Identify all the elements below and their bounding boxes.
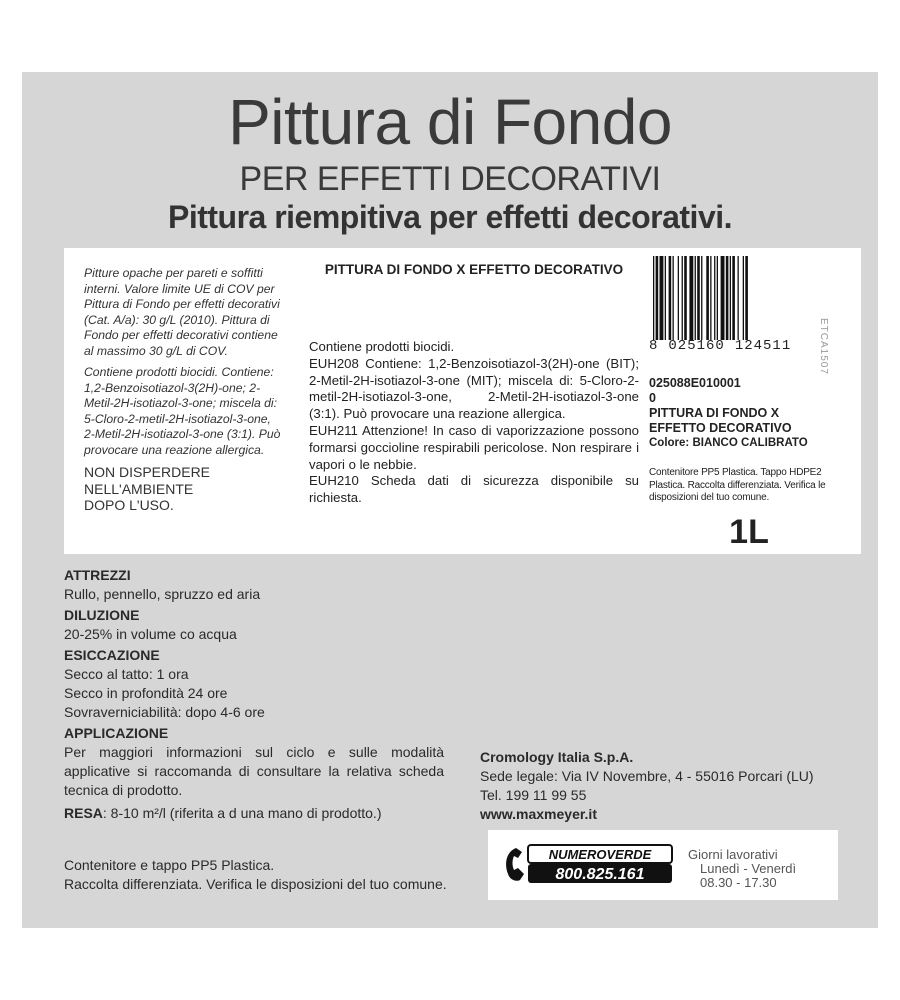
numero-verde-badge (502, 844, 674, 884)
voc-text: Pitture opache per pareti e soffitti interni. Valore limite UE di COV per Pittura di Fondo per effetti decorativi (Cat. A/a): 30 g/L (2010). Pittura di Fondo per effetti decorativi contiene al massimo 30 g/L di COV. (84, 266, 280, 358)
company-website: www.maxmeyer.it (480, 806, 597, 822)
technical-specs (64, 564, 444, 823)
product-code-suffix: 0 (649, 391, 656, 405)
spec-value: 20-25% in volume co acqua (64, 626, 237, 642)
toll-free-box (488, 830, 838, 900)
product-name: PITTURA DI FONDO X (649, 406, 780, 420)
company-name: Cromology Italia S.p.A. (480, 749, 634, 765)
hazard-statements (309, 339, 639, 507)
spec-value: Per maggiori informazioni sul ciclo e sulle modalità applicative si raccomanda di consultare la relativa scheda tecnica di prodotto. (64, 744, 444, 798)
spec-heading: ESICCAZIONE (64, 647, 160, 663)
product-name: EFFETTO DECORATIVO (649, 421, 792, 435)
hazard-line: EUH208 Contiene: 1,2-Benzoisotiazol-3(2H)-one (BIT); 2-Metil-2H-isotiazol-3-one (MIT); miscela di: 5-Cloro-2-metil-2H-isotiazol-3-one, 2-Metil-2H-isotiazol-3-one (3:1). Può provocare una reazione allergica. (309, 355, 639, 422)
biocide-text: Contiene prodotti biocidi. Contiene: 1,2-Benzoisotiazol-3(2H)-one; 2-Metil-2H-isotiazol-3-one; miscela di: 5-Cloro-2-metil-2H-isotiazol-3-one, 2-Metil-2H-isotiazol-3-one (3:1). Può provocare una reazione allergica. (84, 365, 281, 457)
spec-value: Secco al tatto: 1 ora (64, 666, 189, 682)
spec-heading: DILUZIONE (64, 607, 140, 623)
side-code: ETCA1507 (818, 318, 829, 375)
product-tagline: Pittura riempitiva per effetti decorativi. (167, 199, 733, 235)
barcode-number: 8 025160 124511 (649, 338, 792, 354)
voc-info-column (84, 266, 284, 514)
hazard-line: EUH211 Attenzione! In caso di vaporizzazione possono formarsi goccioline respirabili pericolose. Non respirare i vapori o le nebbie. (309, 422, 639, 472)
packaging-note: Contenitore PP5 Plastica. Tappo HDPE2 Plastica. Raccolta differenziata. Verifica le disposizioni del tuo comune. (649, 467, 826, 503)
volume: 1L (729, 512, 769, 551)
barcode-icon (649, 256, 821, 340)
company-phone: Tel. 199 11 99 55 (480, 787, 587, 803)
product-subtitle: PER EFFETTI DECORATIVI (239, 160, 661, 198)
spec-value: Sovraverniciabilità: dopo 4-6 ore (64, 704, 265, 720)
product-info (649, 376, 849, 451)
product-label (22, 72, 878, 928)
numero-verde-label: NUMEROVERDE (548, 847, 652, 862)
spec-heading: ATTREZZI (64, 567, 131, 583)
hazard-column (309, 262, 639, 507)
product-code: 025088E010001 (649, 376, 741, 390)
product-color: Colore: BIANCO CALIBRATO (649, 437, 808, 449)
toll-free-hours: Giorni lavorativi Lunedì - Venerdì 08.30 - 17.30 (688, 847, 797, 890)
spec-value: Secco in profondità 24 ore (64, 685, 228, 701)
company-info (480, 748, 814, 824)
hazard-line: EUH210 Scheda dati di sicurezza disponibile su richiesta. (309, 473, 639, 506)
hazard-title: PITTURA DI FONDO X EFFETTO DECORATIVO (324, 262, 624, 277)
hazard-line: Contiene prodotti biocidi. (309, 339, 455, 354)
info-panel (64, 248, 861, 554)
product-title: Pittura di Fondo (228, 86, 672, 158)
recycling-note: Contenitore e tappo PP5 Plastica. Raccolta differenziata. Verifica le disposizioni del tuo comune. (64, 857, 447, 892)
spec-resa: RESA: 8-10 m²/l (riferita a d una mano di prodotto.) (64, 805, 382, 821)
environment-warning: NON DISPERDERE NELL'AMBIENTE DOPO L'USO. (84, 464, 211, 513)
numero-verde-number: 800.825.161 (555, 866, 645, 883)
spec-value: Rullo, pennello, spruzzo ed aria (64, 586, 261, 602)
product-id-column (649, 256, 849, 552)
phone-icon (506, 848, 524, 881)
company-address: Sede legale: Via IV Novembre, 4 - 55016 Porcari (LU) (480, 768, 814, 784)
spec-heading: APPLICAZIONE (64, 725, 169, 741)
